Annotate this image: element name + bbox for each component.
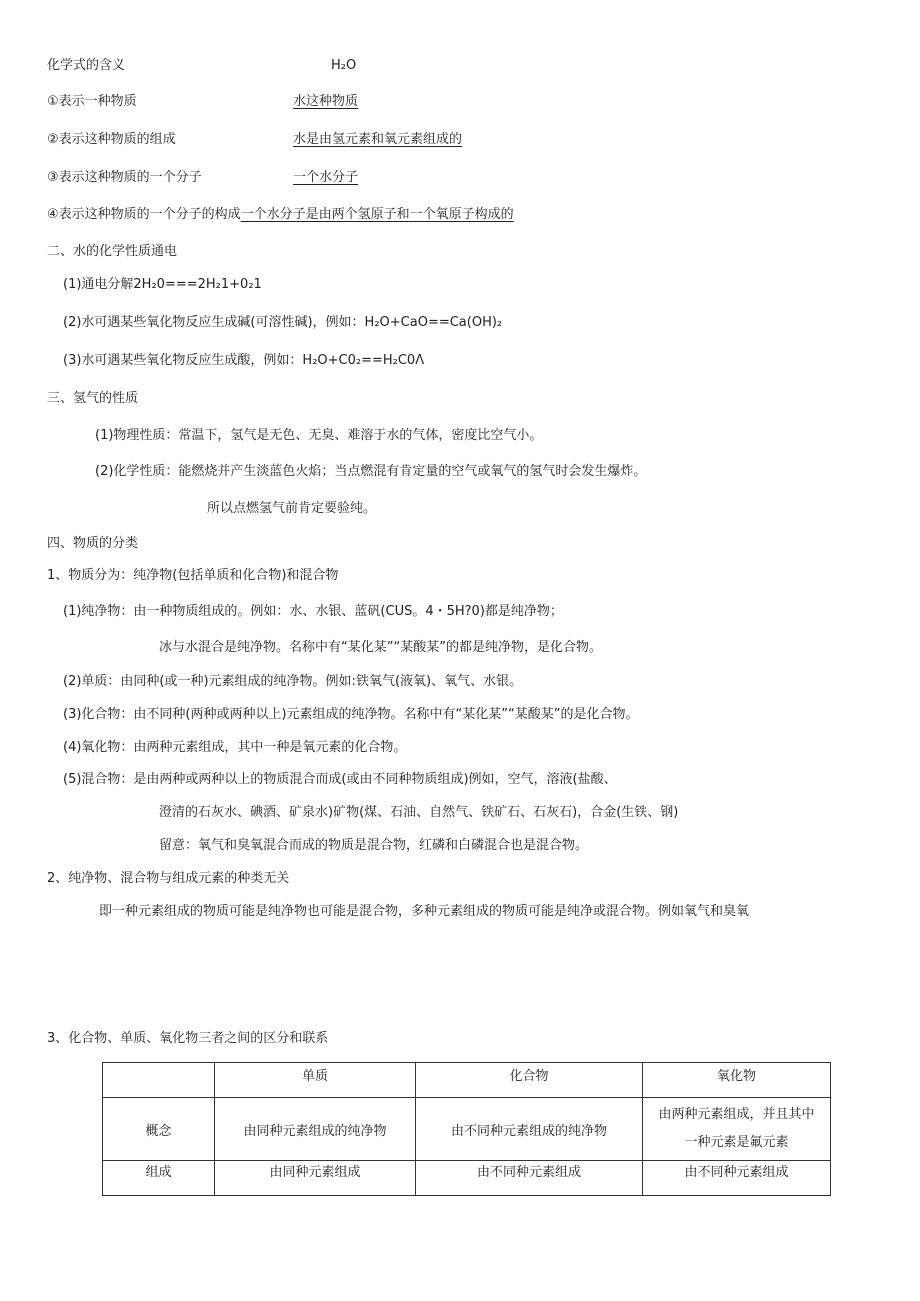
item-label: ①表示一种物质 <box>47 94 137 109</box>
table-cell: 由同种元素组成的纯净物 <box>215 1098 416 1161</box>
formula: H₂O <box>331 58 357 73</box>
item-value: 水是由氢元素和氧元素组成的 <box>293 132 463 147</box>
item-label: ④表示这种物质的一个分子的构成 <box>47 207 241 222</box>
table-cell: 由不同种元素组成 <box>643 1161 831 1196</box>
paragraph: (1)通电分解2H₂0===2H₂1+0₂1 <box>63 277 262 292</box>
paragraph: (2)化学性质：能燃烧并产生淡蓝色火焰；当点燃混有肯定量的空气或氧气的氢气时会发生爆炸。 <box>95 464 647 479</box>
paragraph: (3)水可遇某些氧化物反应生成酸，例如：H₂O+C0₂==H₂C0Λ <box>63 353 425 368</box>
paragraph: (1)纯净物：由一种物质组成的。例如：水、水银、蓝矾(CUS。4・5H?0)都是纯净物； <box>63 604 563 619</box>
table-header-cell <box>103 1063 215 1098</box>
table-header-cell: 化合物 <box>416 1063 643 1098</box>
section-heading: 三、氢气的性质 <box>47 391 139 406</box>
paragraph: 留意：氧气和臭氧混合而成的物质是混合物，红磷和白磷混合也是混合物。 <box>159 838 589 853</box>
item-line <box>47 206 514 224</box>
paragraph: (1)物理性质：常温下，氢气是无色、无臭、难溶于水的气体，密度比空气小。 <box>95 428 543 443</box>
table-cell-line: 由两种元素组成，并且其中 <box>658 1107 815 1122</box>
table-row <box>103 1161 831 1196</box>
section-heading: 二、水的化学性质通电 <box>47 244 178 259</box>
table-row-label: 组成 <box>103 1161 215 1196</box>
table-row <box>103 1098 831 1161</box>
table-cell: 由不同种元素组成的纯净物 <box>416 1098 643 1161</box>
paragraph: 即一种元素组成的物质可能是纯净物也可能是混合物，多种元素组成的物质可能是纯净或混合物。例如氧气和臭氧 <box>99 904 750 919</box>
subheading: 1、物质分为：纯净物(包括单质和化合物)和混合物 <box>47 568 339 583</box>
paragraph: 澄清的石灰水、碘酒、矿泉水)矿物(煤、石油、自然气、铁矿石、石灰石)，合金(生铁、钢) <box>159 805 679 820</box>
table-cell: 由同种元素组成 <box>215 1161 416 1196</box>
classification-table <box>102 1062 831 1196</box>
subheading: 3、化合物、单质、氧化物三者之间的区分和联系 <box>47 1031 329 1046</box>
section-label: 化学式的含义 <box>47 58 126 73</box>
table-cell <box>643 1098 831 1161</box>
paragraph: 所以点燃氢气前肯定要验纯。 <box>207 501 377 516</box>
paragraph: (3)化合物：由不同种(两种或两种以上)元素组成的纯净物。名称中有“某化某”“某酸某”的是化合物。 <box>63 707 639 722</box>
item-value: 一个水分子是由两个氢原子和一个氧原子构成的 <box>240 207 514 222</box>
table-row-label: 概念 <box>103 1098 215 1161</box>
section-heading: 四、物质的分类 <box>47 536 139 551</box>
item-value: 水这种物质 <box>293 94 359 109</box>
item-label: ②表示这种物质的组成 <box>47 132 176 147</box>
paragraph: (4)氧化物：由两种元素组成，其中一种是氧元素的化合物。 <box>63 740 407 755</box>
table-header-cell: 单质 <box>215 1063 416 1098</box>
paragraph: 冰与水混合是纯净物。名称中有“某化某”“某酸某”的都是纯净物，是化合物。 <box>159 640 602 655</box>
paragraph: (2)水可遇某些氧化物反应生成碱(可溶性碱)，例如：H₂O+CaO==Ca(OH)₂ <box>63 315 503 330</box>
table-cell: 由不同种元素组成 <box>416 1161 643 1196</box>
subheading: 2、纯净物、混合物与组成元素的种类无关 <box>47 871 290 886</box>
paragraph: (5)混合物：是由两种或两种以上的物质混合而成(或由不同种物质组成)例如，空气，溶液(盐酸、 <box>63 772 617 787</box>
table-header-cell: 氧化物 <box>643 1063 831 1098</box>
table-cell-line: 一种元素是氟元素 <box>684 1135 789 1150</box>
item-value: 一个水分子 <box>293 170 359 185</box>
paragraph: (2)单质：由同种(或一种)元素组成的纯净物。例如:铁氧气(液氧)、氧气、水银。 <box>63 674 523 689</box>
table-header-row <box>103 1063 831 1098</box>
item-label: ③表示这种物质的一个分子 <box>47 170 202 185</box>
